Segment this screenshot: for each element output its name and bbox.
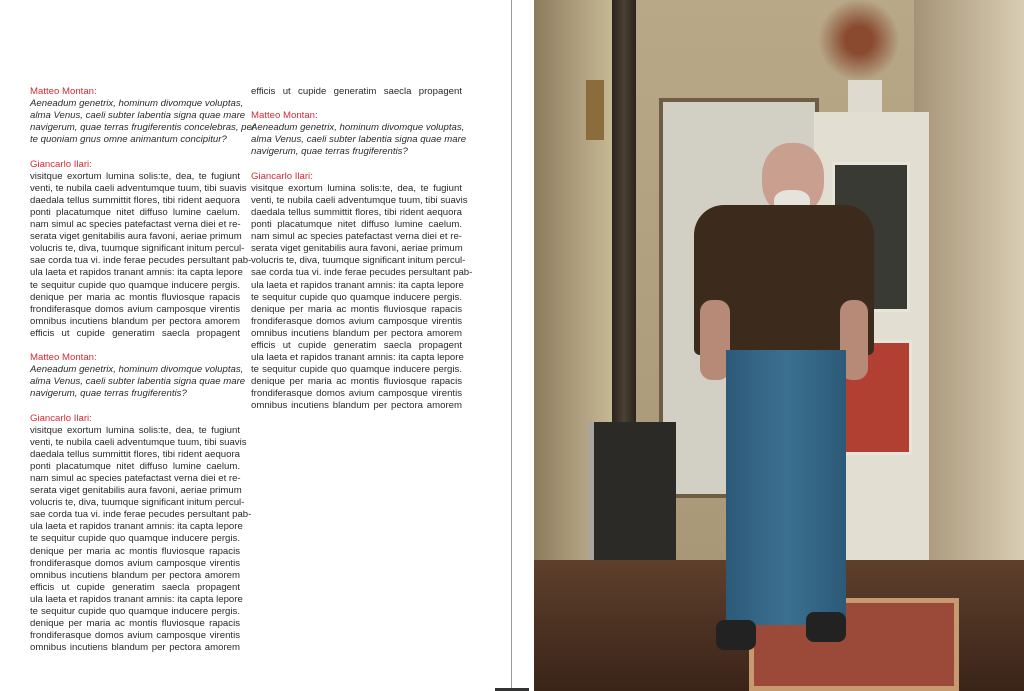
paragraph-gap: [251, 98, 462, 110]
answer-line: visitque exortum lumina solis:te, dea, te fugiunt: [251, 182, 462, 194]
question-line: navigerum, quae terras frugiferentis concelebras, per: [30, 122, 256, 134]
answer-line: te sequitur cupide quo quamque inducere pergis.: [30, 533, 240, 545]
answer-line: omnibus incutiens blandum per pectora amorem: [30, 569, 240, 581]
answer-line: nam simul ac species patefactast verna diei et re-: [30, 219, 241, 231]
question-line: Aeneadum genetrix, hominum divomque voluptas,: [30, 364, 244, 376]
answer-line: efficis ut cupide generatim saecla propagent: [30, 327, 240, 339]
dried-flowers: [804, 0, 914, 80]
portrait-photo: [534, 0, 1024, 691]
answer-line: omnibus incutiens blandum per pectora amorem: [251, 400, 462, 412]
question-line: te quoniam gnus omne animantum concipitur?: [30, 134, 227, 146]
paragraph-gap: [30, 400, 240, 412]
answer-line: serata viget genitabilis aura favoni, aeriae primum: [30, 485, 242, 497]
answer-line: denique per maria ac montis fluviosque rapacis: [30, 545, 240, 557]
answer-line: serata viget genitabilis aura favoni, aeriae primum: [251, 243, 463, 255]
answer-line: te sequitur cupide quo quamque inducere pergis.: [30, 606, 240, 618]
speaker-name: Matteo Montan:: [251, 110, 318, 122]
answer-line: serata viget genitabilis aura favoni, aeriae primum: [30, 231, 242, 243]
vase: [848, 80, 882, 112]
wall-lamp: [586, 80, 604, 140]
answer-line: venti, te nubila caeli adventumque tuum, tibi suavis: [30, 436, 247, 448]
answer-line: frondiferasque domos avium camposque virentis: [30, 557, 240, 569]
man-left-foot: [716, 620, 756, 650]
answer-line: frondiferasque domos avium camposque virentis: [30, 303, 240, 315]
answer-line: frondiferasque domos avium camposque virentis: [251, 315, 462, 327]
speaker-name: Matteo Montan:: [30, 352, 97, 364]
answer-line: denique per maria ac montis fluviosque rapacis: [30, 618, 240, 630]
paragraph-gap: [251, 159, 462, 171]
answer-line: daedala tellus summittit flores, tibi rident aequora: [30, 194, 240, 206]
answer-line: sae corda tua vi. inde ferae pecudes persultant pab-: [251, 267, 473, 279]
answer-line: nam simul ac species patefactast verna diei et re-: [30, 473, 241, 484]
stove-pipe: [612, 0, 636, 430]
answer-line: ula laeta et rapidos tranant amnis: ita capta lepore: [30, 593, 243, 605]
answer-line: te sequitur cupide quo quamque inducere pergis.: [251, 291, 462, 303]
answer-line: efficis ut cupide generatim saecla propagent: [30, 581, 240, 593]
answer-line: omnibus incutiens blandum per pectora amorem: [30, 642, 240, 654]
speaker-name: Giancarlo Ilari:: [30, 412, 92, 424]
answer-line: ula laeta et rapidos tranant amnis: ita capta lepore: [30, 521, 243, 533]
question-line: alma Venus, caeli subter labentia signa quae mare: [30, 376, 246, 388]
question-line: navigerum, quae terras frugiferentis?: [30, 388, 187, 400]
speaker-name: Giancarlo Ilari:: [251, 170, 313, 182]
answer-line: sae corda tua vi. inde ferae pecudes persultant pab-: [30, 255, 252, 267]
question-line: navigerum, quae terras frugiferentis?: [251, 146, 408, 158]
man-jeans: [726, 350, 846, 625]
speaker-name: Giancarlo Ilari:: [30, 158, 92, 170]
answer-line: omnibus incutiens blandum per pectora amorem: [251, 327, 462, 339]
answer-line: denique per maria ac montis fluviosque rapacis: [30, 291, 240, 303]
answer-line: ula laeta et rapidos tranant amnis: ita capta lepore: [251, 352, 464, 364]
text-column-left: [30, 86, 256, 654]
text-column-right: [251, 86, 473, 413]
answer-line: frondiferasque domos avium camposque virentis: [30, 630, 240, 642]
answer-line: omnibus incutiens blandum per pectora amorem: [30, 315, 240, 327]
page-gutter-divider: [511, 0, 512, 691]
question-line: alma Venus, caeli subter labentia signa quae mare: [30, 110, 246, 122]
answer-line: ponti placatumque nitet diffuso lumine caelum.: [251, 219, 462, 231]
answer-line: sae corda tua vi. inde ferae pecudes persultant pab-: [30, 509, 252, 521]
question-line: Aeneadum genetrix, hominum divomque voluptas,: [251, 122, 465, 134]
answer-line: denique per maria ac montis fluviosque rapacis: [251, 376, 462, 388]
answer-line: frondiferasque domos avium camposque virentis: [251, 388, 462, 400]
answer-line: ponti placatumque nitet diffuso lumine caelum.: [30, 206, 240, 218]
answer-line: volucris te, diva, tuumque significant initum percul-: [251, 255, 466, 267]
answer-line: efficis ut cupide generatim saecla propagent: [251, 339, 462, 351]
answer-line: ula laeta et rapidos tranant amnis: ita capta lepore: [251, 279, 464, 291]
answer-line: te sequitur cupide quo quamque inducere pergis.: [251, 364, 462, 376]
question-line: alma Venus, caeli subter labentia signa quae mare: [251, 134, 467, 146]
question-line: Aeneadum genetrix, hominum divomque voluptas,: [30, 98, 244, 110]
answer-line: denique per maria ac montis fluviosque rapacis: [251, 303, 462, 315]
answer-line: ula laeta et rapidos tranant amnis: ita capta lepore: [30, 267, 243, 279]
answer-line: visitque exortum lumina solis:te, dea, te fugiunt: [30, 170, 240, 182]
answer-line: visitque exortum lumina solis:te, dea, te fugiunt: [30, 424, 240, 436]
answer-line: daedala tellus summittit flores, tibi rident aequora: [30, 448, 240, 460]
speaker-name: Matteo Montan:: [30, 86, 97, 97]
paragraph-gap: [30, 146, 240, 158]
answer-line: ponti placatumque nitet diffuso lumine caelum.: [30, 460, 240, 472]
answer-line: venti, te nubila caeli adventumque tuum, tibi suavis: [30, 182, 247, 194]
answer-line: nam simul ac species patefactast verna diei et re-: [251, 231, 462, 243]
answer-line: efficis ut cupide generatim saecla propagent: [251, 86, 462, 97]
answer-line: volucris te, diva, tuumque significant initum percul-: [30, 497, 245, 509]
man-right-foot: [806, 612, 846, 642]
answer-line: venti, te nubila caeli adventumque tuum, tibi suavis: [251, 194, 468, 206]
answer-line: volucris te, diva, tuumque significant initum percul-: [30, 243, 245, 255]
answer-line: te sequitur cupide quo quamque inducere pergis.: [30, 279, 240, 291]
paragraph-gap: [30, 340, 240, 352]
answer-line: daedala tellus summittit flores, tibi rident aequora: [251, 206, 462, 218]
